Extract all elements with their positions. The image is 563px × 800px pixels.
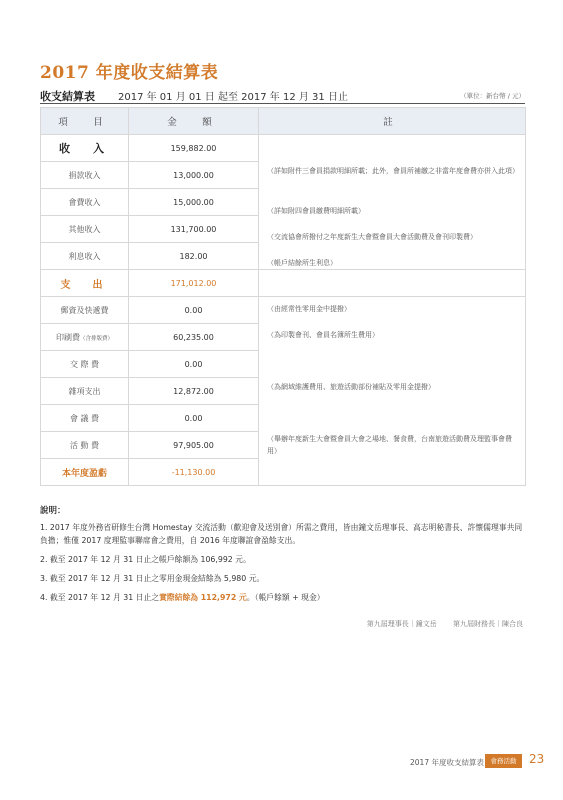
- row-item: 其他收入: [41, 216, 129, 243]
- row-item: 利息收入: [41, 243, 129, 270]
- row-item: [41, 324, 129, 351]
- row-amount: 13,000.00: [129, 162, 259, 189]
- row-amount: 0.00: [129, 405, 259, 432]
- table-row: [41, 270, 526, 297]
- income-notes: [259, 135, 526, 270]
- page-number: 23: [529, 752, 545, 766]
- row-item: 收 入: [41, 135, 129, 162]
- note-fee: （詳如附四會員繳費明細所載）: [267, 207, 365, 215]
- header-item: 項 目: [41, 108, 129, 135]
- explanation-item4-pre: 4. 截至 2017 年 12 月 31 日止之: [40, 593, 160, 602]
- signature-line: [353, 619, 523, 629]
- table-row: [41, 297, 526, 324]
- footer-title: 2017 年度收支結算表: [410, 758, 484, 767]
- explanation-item: 3. 截至 2017 年 12 月 31 日止之零用金現金結餘為 5,980 元。: [40, 574, 265, 583]
- row-item: 活 動 費: [41, 432, 129, 459]
- explanation-heading: 說明：: [40, 506, 66, 516]
- row-item: 支 出: [41, 270, 129, 297]
- row-amount: 0.00: [129, 297, 259, 324]
- explanation-block: [40, 505, 525, 610]
- row-amount: 159,882.00: [129, 135, 259, 162]
- table-header-row: [41, 108, 526, 135]
- balance-table: [40, 107, 526, 486]
- row-item-label: 印刷費: [55, 332, 80, 342]
- header-amount: 金 額: [129, 108, 259, 135]
- note-interest: （帳戶結餘所生利息）: [267, 259, 337, 267]
- note-activity: （舉辦年度新生大會暨會員大會之場地、餐食費，台南旅遊活動費及理監事會費用）: [267, 435, 512, 455]
- explanation-item4-post: 。（帳戶餘額 + 現金）: [246, 593, 325, 602]
- row-item-sub: （含排版費）: [79, 335, 113, 342]
- row-amount: 60,235.00: [129, 324, 259, 351]
- subtitle-label: 收支結算表: [40, 90, 95, 103]
- period-text: 2017 年 01 月 01 日 起至 2017 年 12 月 31 日止: [118, 92, 348, 103]
- row-amount: 182.00: [129, 243, 259, 270]
- row-amount: -11,130.00: [129, 459, 259, 486]
- row-item: 本年度盈虧: [41, 459, 129, 486]
- explanation-item: 2. 截至 2017 年 12 月 31 日止之帳戶餘額為 106,992 元。: [40, 555, 251, 564]
- header-note: 註: [259, 108, 526, 135]
- explanation-item: 1. 2017 年度外務省研修生台灣 Homestay 交流活動（歡迎會及送別會）所需之費用，皆由鐘文岳理事長、高志明秘書長、許懷儒理事共同負擔；惟僅 2017 度理監事聯席會之費用，自 2016 年度聯誼會盈餘支出。: [40, 523, 523, 545]
- top-rule: [40, 103, 525, 104]
- note-donation: （詳如附件三會員捐款明細所載；此外，會員所補繳之非當年度會費亦併入此項）: [267, 167, 519, 175]
- explanation-item: [40, 591, 525, 604]
- row-item: 捐款收入: [41, 162, 129, 189]
- note-postage: （由經常性零用金中提撥）: [267, 305, 351, 313]
- row-amount: 131,700.00: [129, 216, 259, 243]
- row-amount: 97,905.00: [129, 432, 259, 459]
- row-amount: 171,012.00: [129, 270, 259, 297]
- row-item: 會 議 費: [41, 405, 129, 432]
- signature-chair: 第九屆理事長｜鐘文岳: [366, 620, 437, 628]
- page-title: 2017 年度收支結算表: [40, 63, 219, 83]
- note-other: （交流協會所撥付之年度新生大會暨會員大會活動費及會刊印製費）: [267, 233, 477, 241]
- row-amount: 15,000.00: [129, 189, 259, 216]
- note-empty: [259, 270, 526, 297]
- footer-section-badge: 會務活動: [485, 754, 522, 768]
- row-item: 交 際 費: [41, 351, 129, 378]
- row-item: 郵資及快遞費: [41, 297, 129, 324]
- subtitle-row: [40, 88, 525, 104]
- table-row: [41, 135, 526, 162]
- signature-treasurer: 第九屆財務長｜陳合良: [453, 620, 523, 628]
- unit-text: （單位：新台幣 / 元）: [460, 92, 525, 100]
- note-printing: （為印製會刊、會員名簿所生費用）: [267, 331, 379, 339]
- row-amount: 12,872.00: [129, 378, 259, 405]
- actual-balance-highlight: 實際結餘為 112,972 元: [159, 593, 247, 602]
- expense-notes: [259, 297, 526, 486]
- row-amount: 0.00: [129, 351, 259, 378]
- row-item: 會費收入: [41, 189, 129, 216]
- note-misc: （為網域維護費用、旅遊活動部份補貼及零用金提撥）: [267, 383, 435, 391]
- row-item: 雜項支出: [41, 378, 129, 405]
